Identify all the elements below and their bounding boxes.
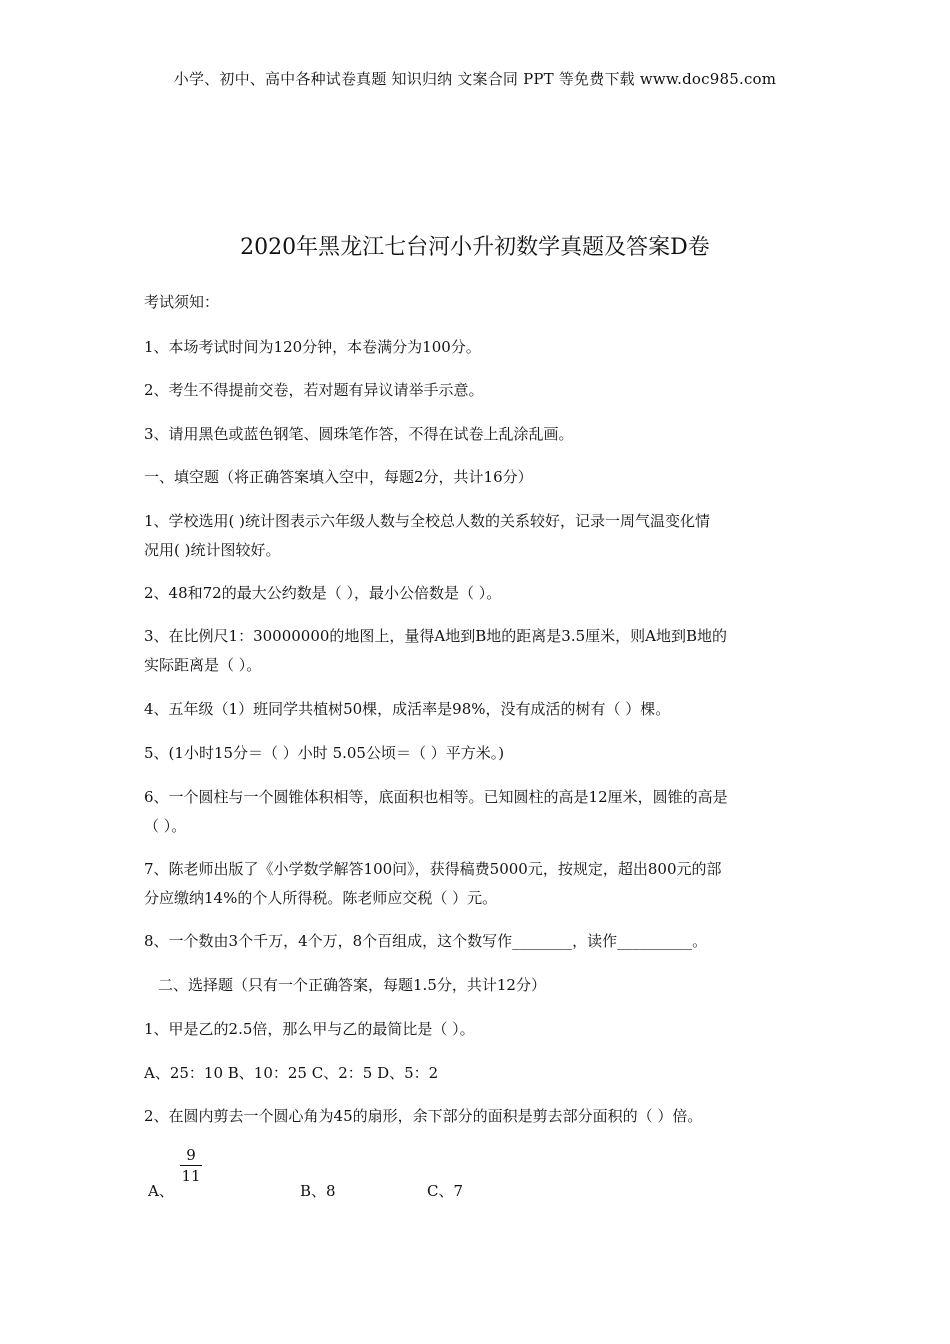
section2-heading: 二、选择题（只有一个正确答案，每题1.5分，共计12分）	[158, 976, 546, 994]
fraction-denominator: 11	[181, 1167, 201, 1185]
question-1-line-1: 1、学校选用( )统计图表示六年级人数与全校总人数的关系较好，记录一周气温变化情	[144, 512, 711, 530]
option-a-label: A、	[148, 1182, 174, 1200]
question-7-line-1: 7、陈老师出版了《小学数学解答100问》，获得稿费5000元，按规定，超出800元的部	[144, 860, 722, 878]
question-1-line-2: 况用( )统计图较好。	[144, 541, 281, 559]
question-6-line-2: （ ）。	[144, 817, 187, 835]
section1-heading: 一、填空题（将正确答案填入空中，每题2分，共计16分）	[144, 468, 533, 486]
notice-item: 1、本场考试时间为120分钟，本卷满分为100分。	[144, 338, 481, 356]
option-a-fraction	[180, 1146, 202, 1185]
page-header: 小学、初中、高中各种试卷真题 知识归纳 文案合同 PPT 等免费下载 www.doc985.com	[173, 70, 777, 88]
notice-item: 2、考生不得提前交卷，若对题有异议请举手示意。	[144, 381, 484, 399]
fraction-numerator: 9	[180, 1146, 202, 1166]
question-3-line-2: 实际距离是（ ）。	[144, 656, 262, 674]
question-8: 8、一个数由3个千万，4个万，8个百组成，这个数写作________，读作__________。	[144, 932, 708, 950]
question-7-line-2: 分应缴纳14%的个人所得税。陈老师应交税（ ）元。	[144, 889, 498, 907]
notice-item: 3、请用黑色或蓝色钢笔、圆珠笔作答，不得在试卷上乱涂乱画。	[144, 425, 574, 443]
page-title: 2020年黑龙江七台河小升初数学真题及答案D卷	[240, 235, 710, 260]
question-4: 4、五年级（1）班同学共植树50棵，成活率是98%，没有成活的树有（ ）棵。	[144, 700, 671, 718]
notice-label: 考试须知：	[144, 293, 220, 311]
option-c: C、7	[427, 1182, 464, 1200]
option-b: B、8	[300, 1182, 336, 1200]
choice-question-1: 1、甲是乙的2.5倍，那么甲与乙的最简比是（ ）。	[144, 1020, 475, 1038]
choice-question-2: 2、在圆内剪去一个圆心角为45的扇形，余下部分的面积是剪去部分面积的（ ）倍。	[144, 1107, 703, 1125]
question-6-line-1: 6、一个圆柱与一个圆锥体积相等，底面积也相等。已知圆柱的高是12厘米，圆锥的高是	[144, 788, 728, 806]
question-2: 2、48和72的最大公约数是（ ），最小公倍数是（ ）。	[144, 584, 502, 602]
question-5: 5、(1小时15分＝（ ）小时 5.05公顷＝（ ）平方米。)	[144, 744, 505, 762]
question-3-line-1: 3、在比例尺1：30000000的地图上，量得A地到B地的距离是3.5厘米，则A地到B地的	[144, 627, 728, 645]
choice-question-1-options: A、25：10 B、10：25 C、2：5 D、5：2	[144, 1064, 439, 1082]
